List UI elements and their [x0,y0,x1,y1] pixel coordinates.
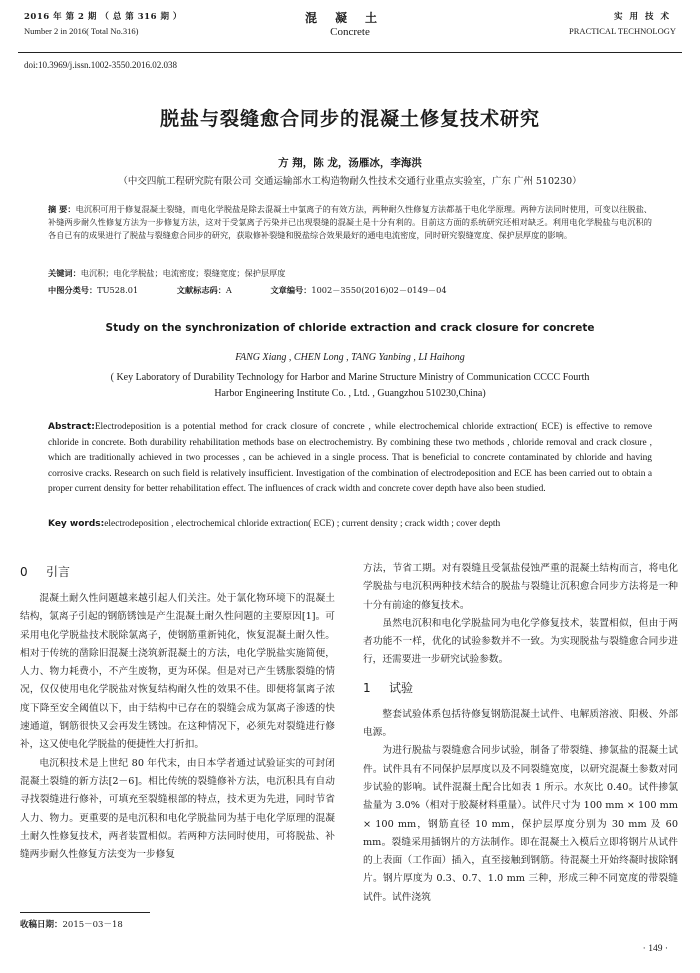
keywords-cn [48,268,652,279]
article-no-value: 1002－3550(2016)02－0149－04 [311,285,447,295]
title-en: Study on the synchronization of chloride extraction and crack closure for concrete [105,322,595,334]
paragraph: 混凝土耐久性问题越来越引起人们关注。处于氯化物环境下的混凝土结构，氯离子引起的钢筋锈蚀是产生混凝土耐久性问题的主要原因[1]。可采用电化学脱盐技术脱除氯离子，使钢筋重新钝化，恢复混凝土耐久性。相对于传统的凿除旧混凝土浇筑新混凝土的方法，电化学脱盐实施简便，人力、物力耗费小，不产生废物，更为环保。但是对已产生锈胀裂缝的情况，仅仅使用电化学脱盐对恢复结构耐久性的效果不佳。即便将氯离子浓度下降至安全阈值以下，由于结构中已存在的裂缝会成为氯离子渗透的快速通道，钢筋很快又会再发生锈蚀。在这种情况下，必须先对裂缝进行修补，这又使电化学脱盐的便捷性大打折扣。 [20,593,335,751]
classification-row [48,285,652,296]
section-en: PRACTICAL TECHNOLOGY [569,26,676,36]
abstract-cn-text: 电沉积可用于修复混凝土裂缝，而电化学脱盐是除去混凝土中氯离子的有效方法，两种耐久性修复方法都基于电化学原理。两种方法同时使用，可变以往脱盐、补缝两步耐久性修复方法为一步修复方法，这对于受氯离子污染并已出现裂缝的混凝土是十分有利的。目前这方面的系统研究还相对缺乏。利用电化学脱盐与电沉积的各自已有的成果进行了脱盐与裂缝愈合同步的研究，获取修补裂缝和脱盐综合效果最好的通电电流密度，同时研究裂缝宽度、保护层厚度的影响。 [48,204,652,240]
section-heading-experiment [363,678,678,698]
abstract-cn-label: 摘 要： [48,204,76,214]
section-number: 0 [20,565,28,579]
abstract-en-label: Abstract: [48,422,95,432]
doc-code-value: A [225,285,232,295]
issue-en: Number 2 in 2016( Total No.316) [24,26,139,36]
affiliation-en-line2: Harbor Engineering Institute Co. , Ltd. , Guangzhou 510230,China) [214,388,486,399]
paragraph: 电沉积技术是上世纪 80 年代末，由日本学者通过试验证实的可封闭混凝土裂缝的新方法[2－6]。相比传统的裂缝修补方法，电沉积具有自动寻找裂缝进行修补，可填充至裂缝根部的特点，技术更为先进，同时节省人力、物力。更重要的是电沉积和电化学脱盐同为基于电化学原理的混凝土耐久性修复技术，两者装置相似。若两种方法同时使用，可将脱盐、补缝两步耐久性修复方法变为一步修复 [20,757,335,861]
authors-en: FANG Xiang , CHEN Long , TANG Yanbing , LI Haihong [235,352,465,363]
doc-code-label: 文献标志码： [176,285,226,295]
abstract-en-text: Electrodeposition is a potential method for crack closure of concrete , while electrochemical chloride extraction( ECE) is effective to remove chloride in concrete. Both durability rehabilitation methods base on electrochemistry. By combining these two methods , chloride removal and crack closure , which are traditionally achieved in two processes , can be achieved in a single process. That is beneficial to concrete contaminated by chloride and having corrosive cracks. Research on such field is relatively insufficient. Investigation of the combination of electrodeposition and ECE has been carried out to obtain a proper current density for better rehabilitation effect. The influences of crack width and concrete cover depth have also been studied. [48,422,652,494]
received-value: 2015－03－18 [62,920,123,930]
keywords-en [48,519,652,529]
doi: doi:10.3969/j.issn.1002-3550.2016.02.038 [24,60,178,70]
affiliation-en-line1: ( Key Laboratory of Durability Technology for Harbor and Marine Structure Ministry of Communication CCCC Fourth [110,372,590,383]
abstract-en [48,420,652,498]
received-date [20,918,123,930]
paragraph: 方法，节省工期。对有裂缝且受氯盐侵蚀严重的混凝土结构而言，将电化学脱盐与电沉积两种技术结合的脱盐与裂缝让沉积愈合同步方法将是一种十分有前途的修复技术。 [363,563,678,611]
keywords-cn-label: 关键词： [48,268,81,278]
paragraph: 整套试验体系包括待修复钢筋混凝土试件、电解质溶液、阳极、外部电源。 [363,708,678,739]
journal-name-en: Concrete [330,26,370,38]
clc-label: 中图分类号： [48,285,98,295]
paragraph: 虽然电沉积和电化学脱盐同为电化学修复技术，装置相似，但由于两者功能不一样，优化的试验参数并不一致。为实现脱盐与裂缝愈合同步进行，还需要进一步研究试验参数。 [363,617,678,666]
keywords-en-label: Key words: [48,519,105,529]
running-header [24,10,676,54]
section-heading-introduction [20,562,335,582]
body-column-left [20,560,335,864]
journal-name-cn: 混凝土 [304,11,395,25]
clc-value: TU528.01 [97,285,139,295]
section-cn: 实用技术 [613,12,676,22]
section-number: 1 [363,680,371,695]
keywords-en-text: electrodeposition , electrochemical chloride extraction( ECE) ; current density ; crack width ; cover depth [104,519,501,529]
footnote-rule [20,912,150,913]
affiliation-cn: （中交四航工程研究院有限公司 交通运输部水工构造物耐久性技术交通行业重点实验室，广东 广州 510230） [118,176,582,187]
section-title: 引言 [46,565,71,579]
section-title: 试验 [389,680,414,695]
article-no-label: 文章编号： [270,285,312,295]
received-label: 收稿日期： [20,920,63,930]
body-column-right [363,560,678,907]
page-number: · 149 · [642,944,668,954]
paragraph: 为进行脱盐与裂缝愈合同步试验，制备了带裂缝、掺氯盐的混凝土试件。试件具有不同保护层厚度以及不同裂缝宽度，以研究混凝土参数对同步试验的影响。试件混凝土配合比如表 1 所示。水灰比 0.40。试件掺氯盐量为 3.0%（相对于胶凝材料重量）。试件尺寸为 100 mm × 100 mm × 100 mm，钢筋直径 10 mm，保护层厚度分别为 30 mm 及 60 mm。裂缝采用插钢片的方法制作。即在混凝土入模后立即将钢片从试件的上表面（工作面）插入，直至接触到钢筋。待混凝土开始终凝时拔除钢片。钢片厚度为 0.3、0.7、1.0 mm 三种，形成三种不同宽度的带裂缝试件。试件浇筑 [363,745,678,903]
keywords-cn-text: 电沉积；电化学脱盐；电流密度；裂缝宽度；保护层厚度 [80,268,286,278]
abstract-cn [48,203,652,242]
title-cn: 脱盐与裂缝愈合同步的混凝土修复技术研究 [159,108,540,130]
header-rule [18,52,682,53]
affiliation-en [0,370,700,402]
issue-cn: 2016 年 第 2 期 （ 总 第 316 期 ） [24,12,182,22]
authors-cn: 方 翔，陈 龙，汤雁冰，李海洪 [278,157,422,169]
